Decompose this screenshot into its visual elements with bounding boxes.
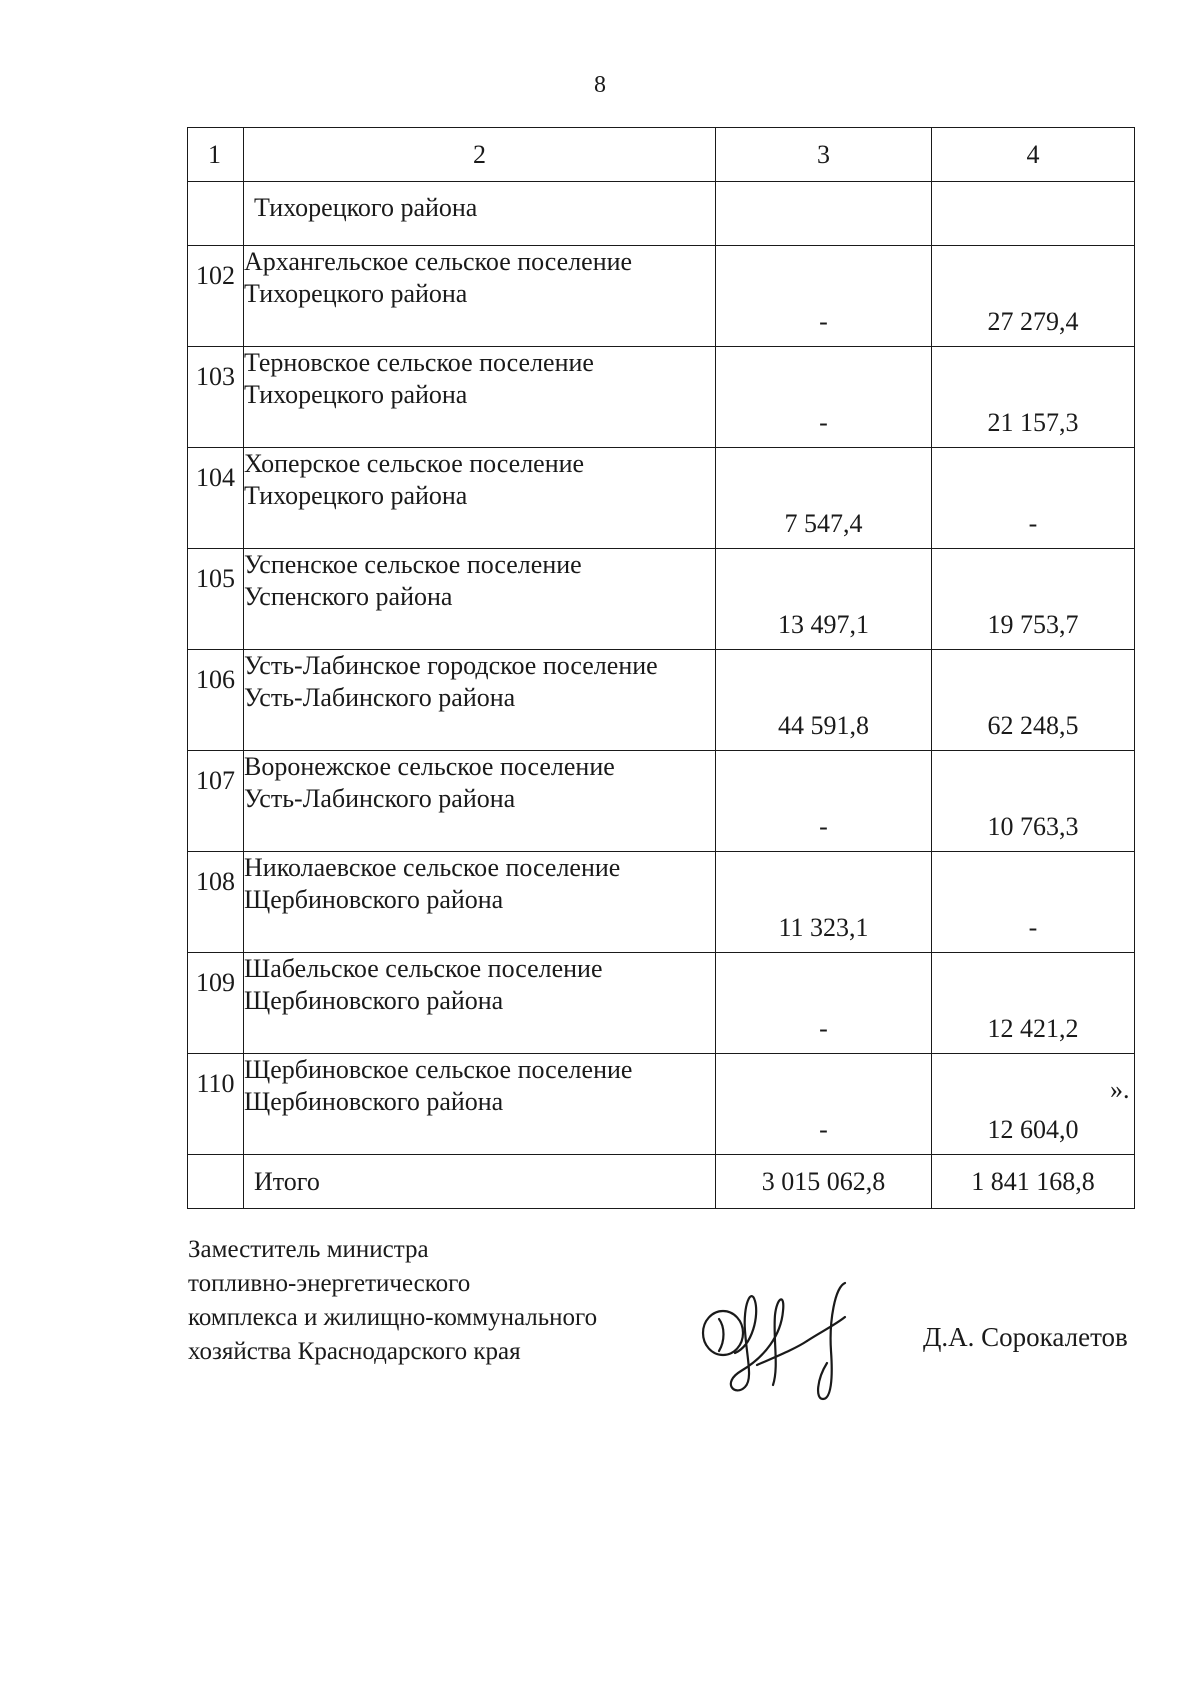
- district-name-line: Тихорецкого района: [244, 481, 468, 510]
- handwritten-signature: [695, 1275, 875, 1415]
- table-row: [188, 347, 1135, 448]
- value-col3: 44 591,8: [716, 650, 932, 751]
- table-row: [188, 1054, 1135, 1155]
- settlement-name: [244, 1054, 716, 1155]
- value-col4: -: [932, 448, 1135, 549]
- settlement-name-line: Архангельское сельское поселение: [244, 247, 633, 276]
- signer-name: Д.А. Сорокалетов: [923, 1322, 1128, 1352]
- column-header: 1: [188, 128, 244, 182]
- settlement-name-line: Шабельское сельское поселение: [244, 954, 603, 983]
- settlement-name: [244, 953, 716, 1054]
- district-name-line: Щербиновского района: [244, 986, 504, 1015]
- table-row: [188, 246, 1135, 347]
- total-col4: 1 841 168,8: [932, 1155, 1135, 1209]
- settlement-name-line: Щербиновское сельское поселение: [244, 1055, 633, 1084]
- value-col4: 27 279,4: [932, 246, 1135, 347]
- settlement-name-line: Николаевское сельское поселение: [244, 853, 621, 882]
- table-row: [188, 852, 1135, 953]
- total-label: Итого: [244, 1155, 716, 1209]
- allocation-table: [187, 127, 1135, 1209]
- district-name-line: Щербиновского района: [244, 1087, 504, 1116]
- value-col3: 7 547,4: [716, 448, 932, 549]
- signer-title-line: комплекса и жилищно-коммунального: [188, 1304, 598, 1331]
- table-row: [188, 751, 1135, 852]
- settlement-name-line: Хоперское сельское поселение: [244, 449, 585, 478]
- row-number: [188, 1155, 244, 1209]
- value-col4: 12 604,0: [932, 1054, 1135, 1155]
- value-col4: [932, 182, 1135, 246]
- settlement-name: [244, 347, 716, 448]
- row-number: 106: [188, 650, 244, 751]
- value-col3: -: [716, 246, 932, 347]
- settlement-name-line: Воронежское сельское поселение: [244, 752, 615, 781]
- column-header: 3: [716, 128, 932, 182]
- closing-quote: ».: [1110, 1075, 1130, 1104]
- value-col3: -: [716, 953, 932, 1054]
- table-row: [188, 953, 1135, 1054]
- settlement-name: [244, 650, 716, 751]
- table-row: [188, 549, 1135, 650]
- row-number: 105: [188, 549, 244, 650]
- column-header: 4: [932, 128, 1135, 182]
- settlement-name: [244, 549, 716, 650]
- settlement-name: Тихорецкого района: [244, 182, 716, 246]
- value-col4: 21 157,3: [932, 347, 1135, 448]
- settlement-name-line: Терновское сельское поселение: [244, 348, 594, 377]
- settlement-name-line: Успенское сельское поселение: [244, 550, 582, 579]
- district-name-line: Усть-Лабинского района: [244, 784, 516, 813]
- signer-title-line: хозяйства Краснодарского края: [188, 1338, 521, 1365]
- value-col4: -: [932, 852, 1135, 953]
- column-header: 2: [244, 128, 716, 182]
- settlement-name: [244, 852, 716, 953]
- total-row: [188, 1155, 1135, 1209]
- value-col3: 11 323,1: [716, 852, 932, 953]
- value-col4: 62 248,5: [932, 650, 1135, 751]
- table-header-row: [188, 128, 1135, 182]
- district-name-line: Тихорецкого района: [244, 279, 468, 308]
- row-number: 109: [188, 953, 244, 1054]
- value-col4: 10 763,3: [932, 751, 1135, 852]
- settlement-name-line: Усть-Лабинское городское поселение: [244, 651, 658, 680]
- signer-title: [188, 1233, 597, 1369]
- value-col3: -: [716, 1054, 932, 1155]
- value-col3: [716, 182, 932, 246]
- signer-title-line: Заместитель министра: [188, 1236, 429, 1263]
- district-name-line: Тихорецкого района: [244, 380, 468, 409]
- value-col4: 19 753,7: [932, 549, 1135, 650]
- row-number: 103: [188, 347, 244, 448]
- table-row: [188, 448, 1135, 549]
- row-number: 108: [188, 852, 244, 953]
- settlement-name: [244, 448, 716, 549]
- value-col3: -: [716, 751, 932, 852]
- row-number: 110: [188, 1054, 244, 1155]
- value-col3: 13 497,1: [716, 549, 932, 650]
- value-col4: 12 421,2: [932, 953, 1135, 1054]
- page-number: 8: [594, 72, 606, 98]
- district-name-line: Усть-Лабинского района: [244, 683, 516, 712]
- district-name-line: Успенского района: [244, 582, 453, 611]
- row-number: [188, 182, 244, 246]
- settlement-name: [244, 246, 716, 347]
- district-name-line: Щербиновского района: [244, 885, 504, 914]
- row-number: 107: [188, 751, 244, 852]
- value-col3: -: [716, 347, 932, 448]
- settlement-name: [244, 751, 716, 852]
- continuation-row: [188, 182, 1135, 246]
- signer-title-line: топливно-энергетического: [188, 1270, 471, 1297]
- total-col3: 3 015 062,8: [716, 1155, 932, 1209]
- row-number: 102: [188, 246, 244, 347]
- table-row: [188, 650, 1135, 751]
- row-number: 104: [188, 448, 244, 549]
